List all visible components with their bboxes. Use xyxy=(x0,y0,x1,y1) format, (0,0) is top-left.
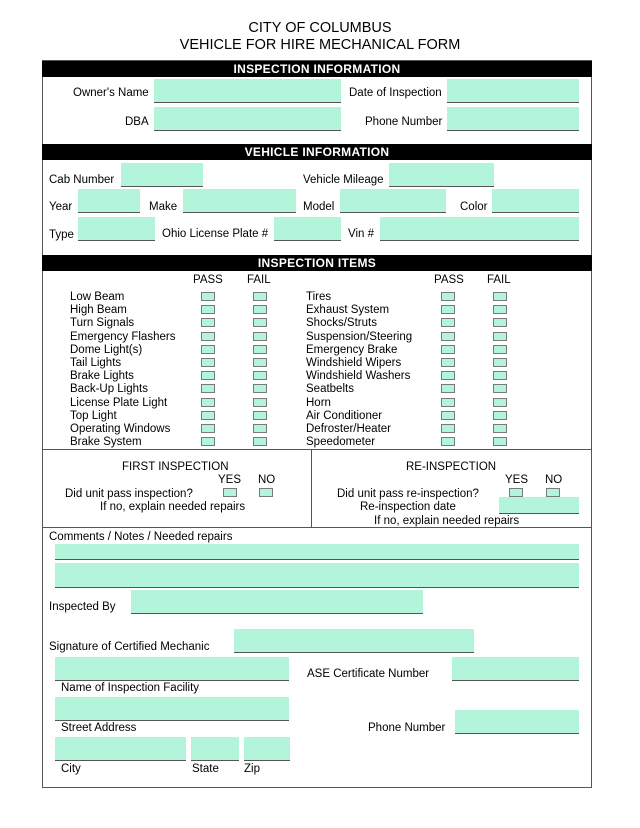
pass-checkbox[interactable] xyxy=(201,292,215,301)
pass-checkbox[interactable] xyxy=(201,398,215,407)
pass-checkbox[interactable] xyxy=(201,332,215,341)
inspection-item-label: Exhaust System xyxy=(306,304,390,317)
inspection-item-label: Windshield Washers xyxy=(306,370,411,383)
street-address-label: Street Address xyxy=(61,722,137,734)
make-label: Make xyxy=(149,201,178,213)
divider-line xyxy=(311,449,312,527)
phone-number-label: Phone Number xyxy=(365,116,443,128)
re-yes-label: YES xyxy=(505,474,529,486)
re-inspection-date-field[interactable] xyxy=(499,497,579,514)
inspection-item-label: Turn Signals xyxy=(70,317,135,330)
facility-label: Name of Inspection Facility xyxy=(61,682,200,694)
fail-checkbox[interactable] xyxy=(253,318,267,327)
vin-label: Vin # xyxy=(348,228,375,240)
fail-checkbox[interactable] xyxy=(493,398,507,407)
fail-checkbox[interactable] xyxy=(493,332,507,341)
fail-checkbox[interactable] xyxy=(493,292,507,301)
inspection-item-label: Horn xyxy=(306,396,331,409)
section-inspection-items: INSPECTION ITEMS xyxy=(42,255,592,271)
fail-checkbox[interactable] xyxy=(253,305,267,314)
re-date-label: Re-inspection date xyxy=(360,501,456,513)
form-title: VEHICLE FOR HIRE MECHANICAL FORM xyxy=(179,37,461,53)
ohio-plate-field[interactable] xyxy=(274,217,341,241)
fail-checkbox[interactable] xyxy=(253,398,267,407)
first-no-checkbox[interactable] xyxy=(259,488,273,497)
re-no-checkbox[interactable] xyxy=(546,488,560,497)
dba-label: DBA xyxy=(125,116,149,128)
fail-checkbox[interactable] xyxy=(493,411,507,420)
comments-field-2[interactable] xyxy=(55,563,579,588)
fail-checkbox[interactable] xyxy=(253,332,267,341)
state-label: State xyxy=(192,763,219,775)
cab-number-label: Cab Number xyxy=(49,174,115,186)
pass-checkbox[interactable] xyxy=(441,411,455,420)
inspected-by-label: Inspected By xyxy=(49,601,116,613)
inspection-item-label: Operating Windows xyxy=(70,423,171,435)
re-question: Did unit pass re-inspection? xyxy=(337,488,479,500)
re-inspection-title: RE-INSPECTION xyxy=(406,461,497,473)
facility-phone-label: Phone Number xyxy=(368,722,446,734)
model-label: Model xyxy=(303,201,335,213)
pass-checkbox[interactable] xyxy=(441,305,455,314)
inspection-item-label: License Plate Light xyxy=(70,396,168,409)
pass-checkbox[interactable] xyxy=(441,318,455,327)
owners-name-field[interactable] xyxy=(154,79,341,103)
pass-checkbox[interactable] xyxy=(201,345,215,354)
fail-header-right: FAIL xyxy=(487,274,511,286)
inspection-item-label: Tail Lights xyxy=(70,357,122,369)
ase-field[interactable] xyxy=(452,657,579,681)
signature-field[interactable] xyxy=(234,629,474,653)
fail-checkbox[interactable] xyxy=(253,424,267,433)
section-vehicle-information: VEHICLE INFORMATION xyxy=(42,144,592,160)
make-field[interactable] xyxy=(183,189,296,213)
pass-checkbox[interactable] xyxy=(201,437,215,446)
vehicle-mileage-field[interactable] xyxy=(389,163,494,187)
re-yes-checkbox[interactable] xyxy=(509,488,523,497)
city-label: City xyxy=(61,763,81,775)
pass-checkbox[interactable] xyxy=(201,384,215,393)
inspection-item-label: Speedometer xyxy=(306,436,376,449)
re-explain-label: If no, explain needed repairs xyxy=(374,515,520,527)
city-field[interactable] xyxy=(55,737,186,761)
year-field[interactable] xyxy=(78,189,140,213)
fail-checkbox[interactable] xyxy=(493,318,507,327)
pass-checkbox[interactable] xyxy=(441,424,455,433)
fail-checkbox[interactable] xyxy=(493,437,507,446)
divider-line xyxy=(42,527,592,528)
inspection-item-label: Air Conditioner xyxy=(306,409,383,422)
inspection-item-label: Defroster/Heater xyxy=(306,423,392,435)
inspection-item-label: Brake Lights xyxy=(70,370,134,383)
pass-checkbox[interactable] xyxy=(201,305,215,314)
comments-label: Comments / Notes / Needed repairs xyxy=(49,531,233,543)
inspection-item-label: Emergency Brake xyxy=(306,343,398,356)
inspection-item-label: Dome Light(s) xyxy=(70,343,143,356)
facility-phone-field[interactable] xyxy=(455,710,579,734)
pass-checkbox[interactable] xyxy=(441,292,455,301)
date-of-inspection-label: Date of Inspection xyxy=(349,87,442,99)
dba-field[interactable] xyxy=(154,107,341,131)
first-yes-label: YES xyxy=(218,474,242,486)
inspection-item-label: Emergency Flashers xyxy=(70,330,176,343)
fail-checkbox[interactable] xyxy=(493,305,507,314)
zip-field[interactable] xyxy=(244,737,290,761)
inspection-item-label: Tires xyxy=(306,291,332,303)
year-label: Year xyxy=(49,201,73,213)
fail-checkbox[interactable] xyxy=(493,358,507,367)
inspected-by-field[interactable] xyxy=(131,590,423,614)
inspection-item-label: Windshield Wipers xyxy=(306,357,402,369)
inspection-item-label: Brake System xyxy=(70,436,142,449)
phone-number-field[interactable] xyxy=(447,107,579,131)
color-field[interactable] xyxy=(492,189,579,213)
first-explain-label: If no, explain needed repairs xyxy=(100,501,246,513)
inspection-item-label: Top Light xyxy=(70,409,117,422)
fail-checkbox[interactable] xyxy=(253,371,267,380)
section-inspection-information: INSPECTION INFORMATION xyxy=(42,61,592,77)
fail-checkbox[interactable] xyxy=(253,384,267,393)
color-label: Color xyxy=(460,201,488,213)
pass-checkbox[interactable] xyxy=(441,332,455,341)
fail-checkbox[interactable] xyxy=(493,345,507,354)
facility-field[interactable] xyxy=(55,657,289,681)
first-yes-checkbox[interactable] xyxy=(223,488,237,497)
inspection-item-label: Low Beam xyxy=(70,291,125,303)
city-title: CITY OF COLUMBUS xyxy=(248,20,392,36)
pass-checkbox[interactable] xyxy=(201,318,215,327)
fail-checkbox[interactable] xyxy=(253,437,267,446)
pass-header-right: PASS xyxy=(434,274,464,286)
street-address-field[interactable] xyxy=(55,697,289,721)
owners-name-label: Owner's Name xyxy=(73,87,149,99)
pass-checkbox[interactable] xyxy=(441,437,455,446)
inspection-item-label: Back-Up Lights xyxy=(70,383,148,396)
fail-checkbox[interactable] xyxy=(253,345,267,354)
fail-checkbox[interactable] xyxy=(493,384,507,393)
first-no-label: NO xyxy=(258,474,276,486)
fail-header-left: FAIL xyxy=(247,274,271,286)
model-field[interactable] xyxy=(340,189,446,213)
pass-checkbox[interactable] xyxy=(201,371,215,380)
ohio-plate-label: Ohio License Plate # xyxy=(162,228,269,240)
pass-checkbox[interactable] xyxy=(201,424,215,433)
fail-checkbox[interactable] xyxy=(493,424,507,433)
pass-checkbox[interactable] xyxy=(441,345,455,354)
vehicle-mileage-label: Vehicle Mileage xyxy=(303,174,384,186)
inspection-item-label: Suspension/Steering xyxy=(306,330,413,343)
re-no-label: NO xyxy=(545,474,563,486)
first-inspection-title: FIRST INSPECTION xyxy=(122,461,229,473)
first-question: Did unit pass inspection? xyxy=(65,488,193,500)
pass-checkbox[interactable] xyxy=(441,371,455,380)
inspection-item-label: Shocks/Struts xyxy=(306,317,377,330)
state-field[interactable] xyxy=(191,737,239,761)
pass-checkbox[interactable] xyxy=(441,398,455,407)
fail-checkbox[interactable] xyxy=(253,292,267,301)
inspection-item-label: High Beam xyxy=(70,304,127,317)
zip-label: Zip xyxy=(244,763,260,775)
pass-checkbox[interactable] xyxy=(201,358,215,367)
pass-checkbox[interactable] xyxy=(441,384,455,393)
inspection-item-label: Seatbelts xyxy=(306,383,354,396)
fail-checkbox[interactable] xyxy=(253,411,267,420)
type-field[interactable] xyxy=(78,217,155,241)
pass-checkbox[interactable] xyxy=(201,411,215,420)
signature-label: Signature of Certified Mechanic xyxy=(49,641,210,653)
comments-field-1[interactable] xyxy=(55,544,579,560)
fail-checkbox[interactable] xyxy=(493,371,507,380)
pass-checkbox[interactable] xyxy=(441,358,455,367)
date-of-inspection-field[interactable] xyxy=(447,79,579,103)
fail-checkbox[interactable] xyxy=(253,358,267,367)
pass-header-left: PASS xyxy=(193,274,223,286)
cab-number-field[interactable] xyxy=(121,163,203,187)
ase-label: ASE Certificate Number xyxy=(307,668,430,680)
divider-line xyxy=(42,449,592,450)
vin-field[interactable] xyxy=(380,217,579,241)
type-label: Type xyxy=(49,229,74,241)
